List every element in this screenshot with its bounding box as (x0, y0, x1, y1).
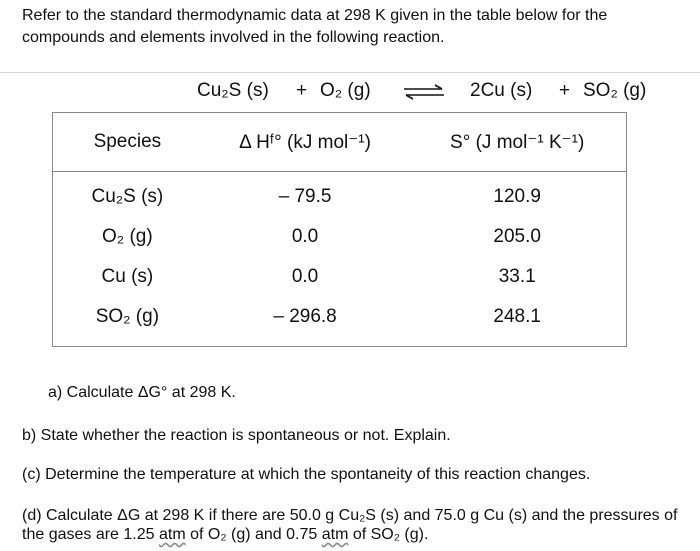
equilibrium-arrow-icon (402, 84, 446, 100)
table-row (53, 172, 627, 218)
question-d-text: (d) Calculate ΔG at 298 K if there are 50.0 g Cu₂S (s) and 75.0 g Cu (s) and the pressures of the gases are 1.25 (22, 507, 678, 543)
entropy-cell: 33.1 (498, 266, 536, 287)
plus-sign: + (296, 80, 308, 101)
question-d-text: of SO₂ (g). (348, 526, 429, 543)
question-a: a) Calculate ΔG° at 298 K. (48, 384, 236, 401)
thermo-data-table (52, 112, 627, 347)
product-cu: 2Cu (s) (470, 80, 533, 101)
species-cell: Cu₂S (s) (91, 186, 164, 207)
enthalpy-cell: 0.0 (291, 226, 319, 247)
plus-sign: + (559, 80, 571, 101)
problem-intro: Refer to the standard thermodynamic data at 298 K given in the table below for the compounds and elements involved in the following reaction. (22, 7, 608, 46)
reactant-cu2s: Cu₂S (s) (197, 80, 269, 101)
enthalpy-cell: 0.0 (291, 266, 319, 287)
header-species: Species (53, 113, 202, 172)
reactant-o2: O₂ (g) (320, 80, 371, 101)
question-c: (c) Determine the temperature at which the spontaneity of this reaction changes. (22, 466, 591, 483)
header-entropy: S° (J mol⁻¹ K⁻¹) (408, 113, 626, 172)
table-row (53, 297, 627, 347)
enthalpy-cell: – 296.8 (273, 306, 337, 327)
question-d (22, 506, 682, 544)
species-cell: Cu (s) (101, 266, 154, 287)
table-header-row (53, 113, 627, 172)
species-cell: SO₂ (g) (95, 306, 160, 327)
entropy-cell: 205.0 (493, 226, 541, 247)
question-b: b) State whether the reaction is spontaneous or not. Explain. (22, 427, 451, 444)
table-row (53, 217, 627, 257)
entropy-cell: 120.9 (493, 186, 541, 207)
product-so2: SO₂ (g) (583, 80, 647, 101)
enthalpy-cell: – 79.5 (278, 186, 332, 207)
species-cell: O₂ (g) (102, 226, 153, 247)
question-d-text: of O₂ (g) and 0.75 (185, 526, 322, 543)
atm-unit: atm (321, 526, 349, 543)
reaction-equation (0, 78, 700, 106)
divider (0, 72, 700, 73)
table-row (53, 257, 627, 297)
header-enthalpy: Δ Hᶠ° (kJ mol⁻¹) (202, 113, 409, 172)
atm-unit: atm (158, 526, 186, 543)
entropy-cell: 248.1 (493, 306, 541, 327)
